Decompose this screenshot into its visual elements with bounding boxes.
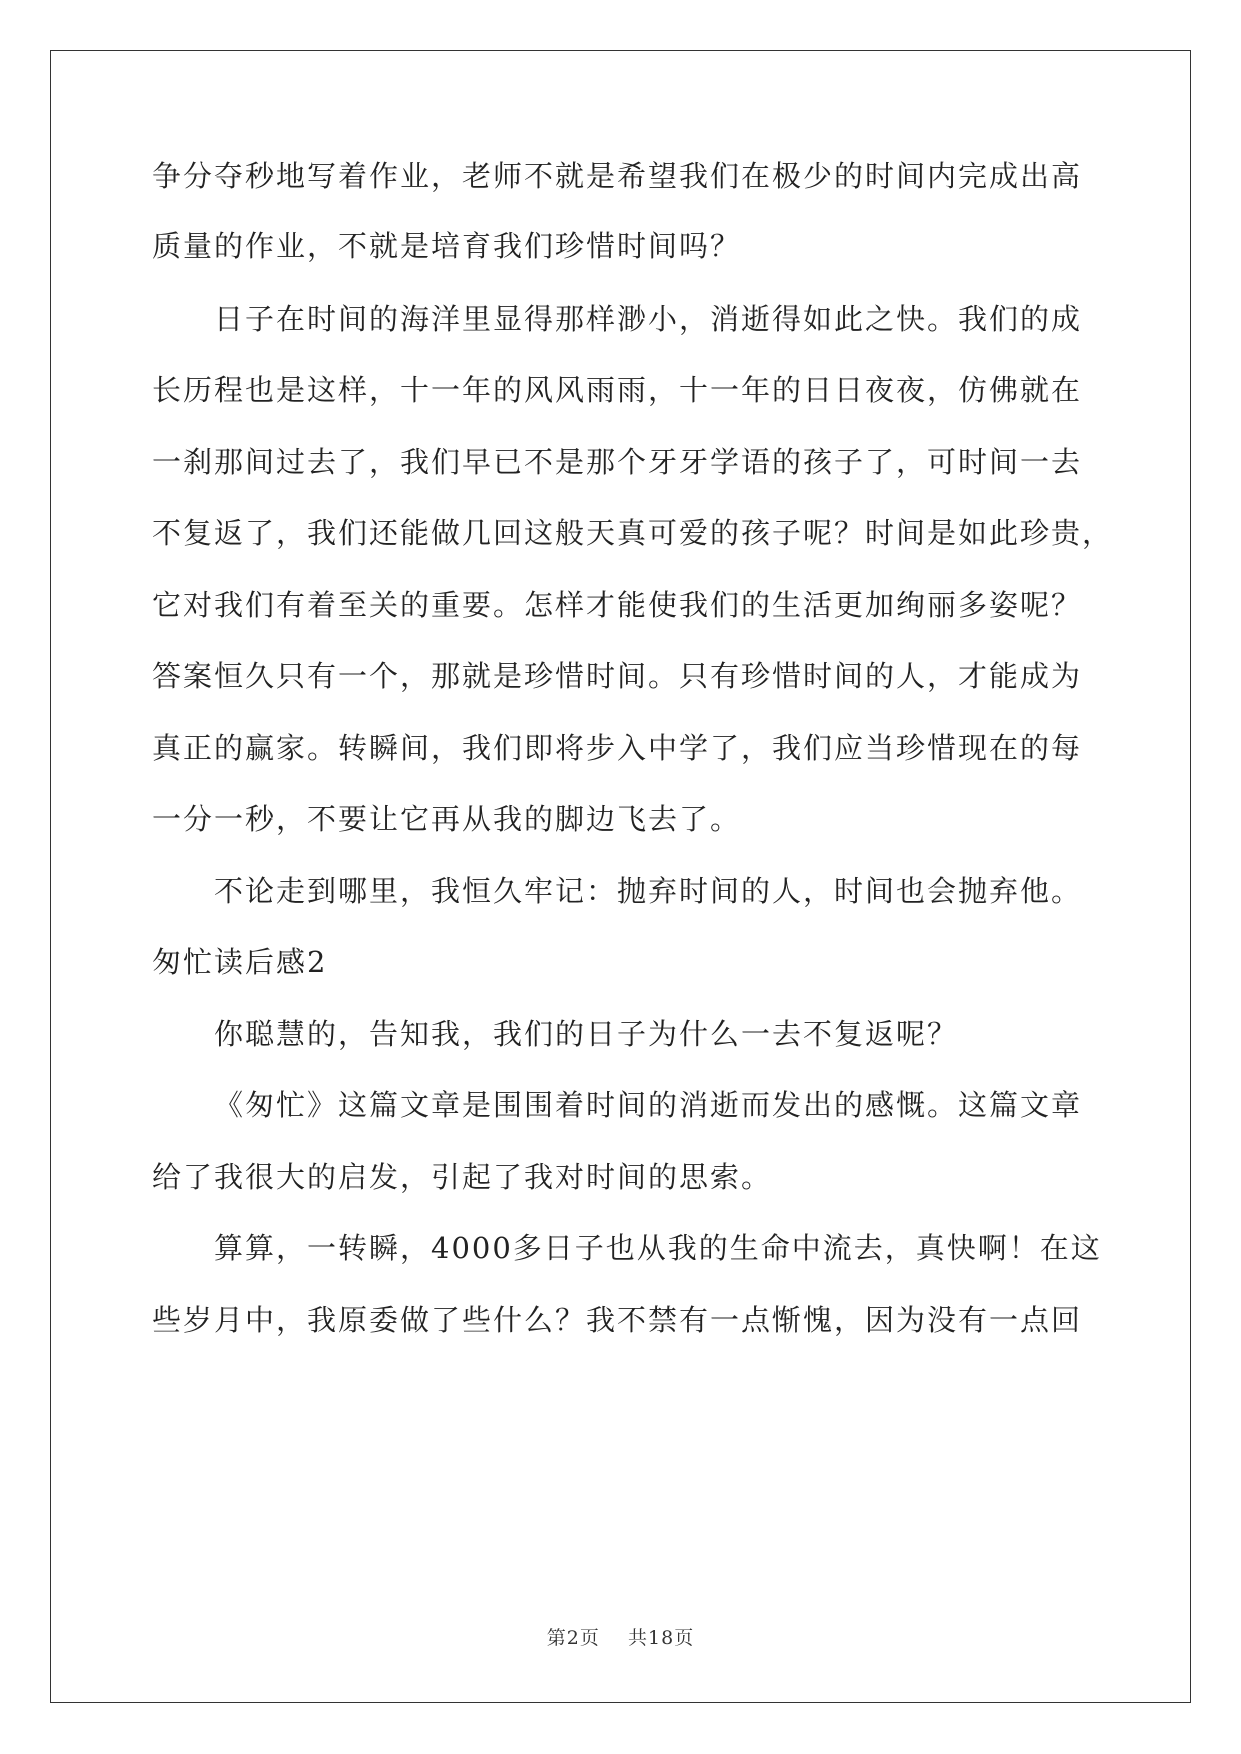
paragraph-start-line: 算算，一转瞬，4000多日子也从我的生命中流去，真快啊！在这 [214, 1231, 1102, 1265]
total-label-prefix: 共 [628, 1627, 649, 1649]
body-line: 给了我很大的启发，引起了我对时间的思索。 [152, 1160, 773, 1194]
body-line: 它对我们有着至关的重要。怎样才能使我们的生活更加绚丽多姿呢？ [152, 588, 1083, 622]
body-line: 些岁月中，我原委做了些什么？我不禁有一点惭愧，因为没有一点回 [152, 1303, 1083, 1337]
body-line: 争分夺秒地写着作业，老师不就是希望我们在极少的时间内完成出高 [152, 159, 1083, 193]
paragraph-start-line: 不论走到哪里，我恒久牢记：抛弃时间的人，时间也会抛弃他。 [214, 874, 1083, 908]
paragraph-start-line: 《匆忙》这篇文章是围围着时间的消逝而发出的感慨。这篇文章 [214, 1088, 1083, 1122]
paragraph-start-line: 你聪慧的，告知我，我们的日子为什么一去不复返呢？ [214, 1017, 959, 1051]
paragraph-start-line: 日子在时间的海洋里显得那样渺小，消逝得如此之快。我们的成 [214, 302, 1083, 336]
page-footer [0, 1623, 1241, 1650]
body-line: 质量的作业，不就是培育我们珍惜时间吗？ [152, 229, 742, 263]
page-number: 2 [566, 1627, 580, 1649]
total-label-suffix: 页 [674, 1627, 695, 1649]
section-heading: 匆忙读后感2 [152, 945, 328, 979]
body-line: 长历程也是这样，十一年的风风雨雨，十一年的日日夜夜，仿佛就在 [152, 373, 1083, 407]
total-pages: 18 [648, 1627, 675, 1649]
page-label-prefix: 第 [546, 1627, 567, 1649]
page-label-suffix: 页 [579, 1627, 600, 1649]
body-line: 答案恒久只有一个，那就是珍惜时间。只有珍惜时间的人，才能成为 [152, 659, 1083, 693]
body-line: 一分一秒，不要让它再从我的脚边飞去了。 [152, 802, 742, 836]
body-line: 真正的赢家。转瞬间，我们即将步入中学了，我们应当珍惜现在的每 [152, 731, 1083, 765]
body-line: 一刹那间过去了，我们早已不是那个牙牙学语的孩子了，可时间一去 [152, 445, 1083, 479]
body-line: 不复返了，我们还能做几回这般天真可爱的孩子呢？时间是如此珍贵， [152, 516, 1114, 550]
